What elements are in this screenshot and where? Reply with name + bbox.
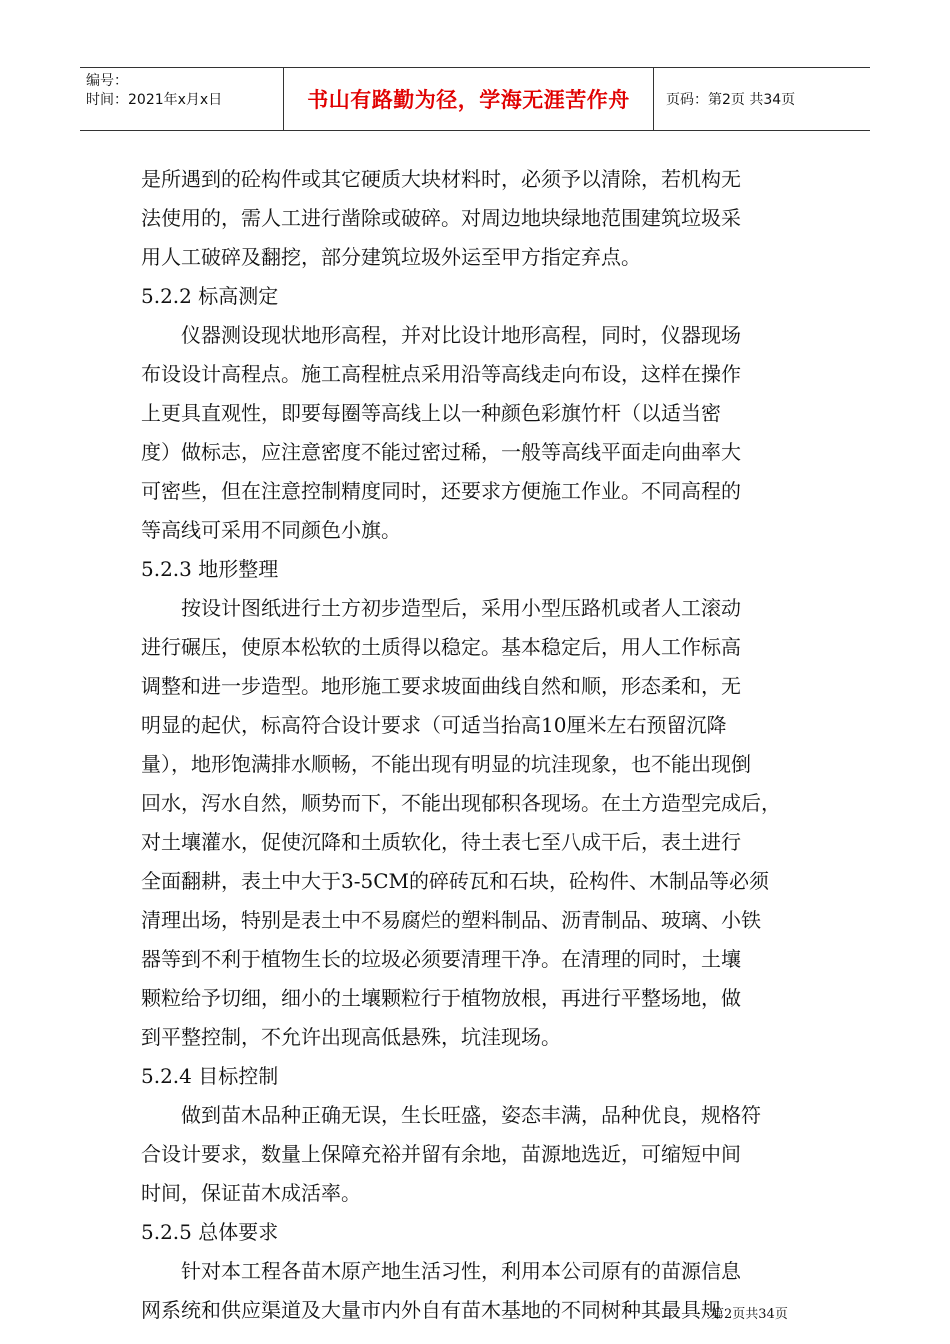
- header-meta: [80, 68, 283, 130]
- text-line: 器等到不利于植物生长的垃圾必须要清理干净。在清理的同时，土壤: [141, 947, 741, 971]
- section-heading: 5.2.4 目标控制: [141, 1064, 279, 1088]
- page-header: [80, 67, 870, 131]
- text-line: 等高线可采用不同颜色小旗。: [141, 518, 401, 542]
- header-motto-cell: [283, 68, 654, 130]
- section-heading: 5.2.5 总体要求: [141, 1220, 279, 1244]
- document-body: [141, 160, 813, 1330]
- section-heading: 5.2.2 标高测定: [141, 284, 279, 308]
- text-line: 可密些，但在注意控制精度同时，还要求方便施工作业。不同高程的: [141, 479, 741, 503]
- text-line: 调整和进一步造型。地形施工要求坡面曲线自然和顺，形态柔和，无: [141, 674, 741, 698]
- text-line: 网系统和供应渠道及大量市内外自有苗木基地的不同树种其最具规: [141, 1298, 721, 1322]
- text-line: 针对本工程各苗木原产地生活习性，利用本公司原有的苗源信息: [141, 1259, 741, 1283]
- text-line: 上更具直观性，即要每圈等高线上以一种颜色彩旗竹杆（以适当密: [141, 401, 721, 425]
- text-line: 清理出场，特别是表土中不易腐烂的塑料制品、沥青制品、玻璃、小铁: [141, 908, 761, 932]
- section-heading: 5.2.3 地形整理: [141, 557, 279, 581]
- header-page-info: 页码：第2页 共34页: [666, 92, 796, 108]
- text-line: 时间，保证苗木成活率。: [141, 1181, 361, 1205]
- text-line: 用人工破碎及翻挖，部分建筑垃圾外运至甲方指定弃点。: [141, 245, 641, 269]
- text-line: 全面翻耕，表土中大于3-5CM的碎砖瓦和石块，砼构件、木制品等必须: [141, 869, 769, 893]
- text-line: 合设计要求，数量上保障充裕并留有余地，苗源地选近，可缩短中间: [141, 1142, 741, 1166]
- text-line: 明显的起伏，标高符合设计要求（可适当抬高10厘米左右预留沉降: [141, 713, 727, 737]
- text-line: 进行碾压，使原本松软的土质得以稳定。基本稳定后，用人工作标高: [141, 635, 741, 659]
- text-line: 颗粒给予切细，细小的土壤颗粒行于植物放根，再进行平整场地，做: [141, 986, 741, 1010]
- text-line: 仪器测设现状地形高程，并对比设计地形高程，同时，仪器现场: [141, 323, 741, 347]
- header-number-label: 编号：: [86, 73, 128, 89]
- text-line: 到平整控制，不允许出现高低悬殊，坑洼现场。: [141, 1025, 561, 1049]
- header-date-label: 时间：2021年x月x日: [86, 92, 223, 108]
- header-motto: 书山有路勤为径，学海无涯苦作舟: [307, 88, 630, 112]
- text-line: 是所遇到的砼构件或其它硬质大块材料时，必须予以清除，若机构无: [141, 167, 741, 191]
- text-line: 按设计图纸进行土方初步造型后，采用小型压路机或者人工滚动: [141, 596, 741, 620]
- page-footer: 第2页共34页: [711, 1307, 788, 1322]
- text-line: 度）做标志，应注意密度不能过密过稀，一般等高线平面走向曲率大: [141, 440, 741, 464]
- text-line: 做到苗木品种正确无误，生长旺盛，姿态丰满，品种优良，规格符: [141, 1103, 761, 1127]
- text-line: 布设设计高程点。施工高程桩点采用沿等高线走向布设，这样在操作: [141, 362, 741, 386]
- text-line: 量），地形饱满排水顺畅，不能出现有明显的坑洼现象，也不能出现倒: [141, 752, 751, 776]
- text-line: 法使用的，需人工进行凿除或破碎。对周边地块绿地范围建筑垃圾采: [141, 206, 741, 230]
- text-line: 回水，泻水自然，顺势而下，不能出现郁积各现场。在土方造型完成后，: [141, 791, 781, 815]
- text-line: 对土壤灌水，促使沉降和土质软化，待土表七至八成干后，表土进行: [141, 830, 741, 854]
